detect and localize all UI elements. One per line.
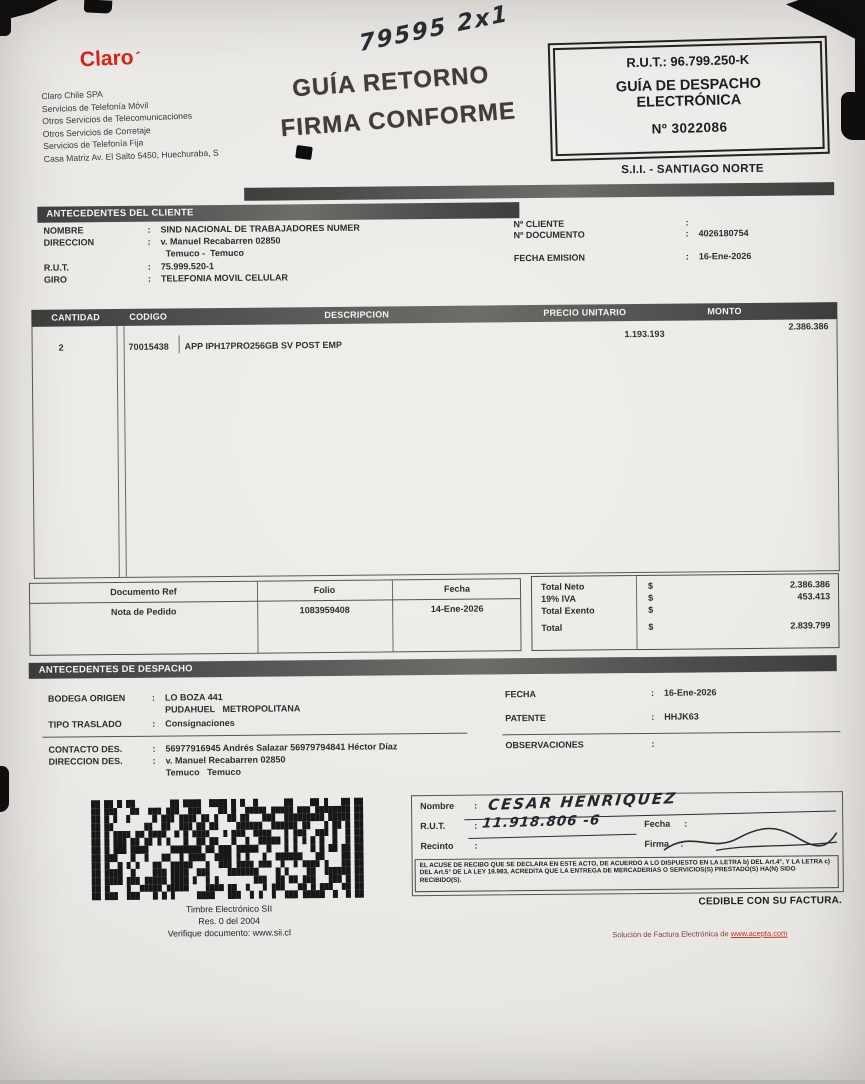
handwritten-nombre: CESAR HENRIQUEZ	[487, 789, 678, 814]
receipt-box	[411, 791, 844, 896]
colon: :	[474, 820, 478, 831]
field-direccion-destino-line2: Temuco Temuco	[165, 766, 241, 778]
sii-office: S.I.I. - SANTIAGO NORTE	[621, 162, 764, 177]
field-direccion-destino: DIRECCION DES. : v. Manuel Recabarren 02850	[48, 754, 286, 767]
divider-line	[502, 731, 840, 735]
field-fecha-emision: FECHA EMISION : 16-Ene-2026	[513, 250, 752, 264]
cedible-note: CEDIBLE CON SU FACTURA.	[698, 895, 843, 908]
supplier-activity-line: Servicios de Telefonía Móvil	[41, 99, 149, 114]
supplier-activity-line: Servicios de Telefonía Fija	[43, 137, 144, 152]
docref-header: Folio	[313, 584, 336, 596]
handwritten-note: 79595 2x1	[357, 0, 511, 58]
col-cantidad: CANTIDAD	[51, 312, 101, 323]
timbre-line: Res. 0 del 2004	[198, 915, 261, 927]
iva-row: 19% IVA $ 453.413	[541, 591, 831, 604]
field-contacto-destino: CONTACTO DES. : 56977916945 Andrés Salazar 56979794841 Héctor Díaz	[48, 741, 398, 755]
receipt-nombre-label: Nombre	[420, 800, 455, 812]
docref-header: Documento Ref	[110, 586, 177, 598]
divider-line	[42, 733, 467, 738]
scan-artifact	[855, 36, 865, 96]
field-observaciones: OBSERVACIONES :	[505, 738, 655, 751]
col-descripcion: DESCRIPCION	[324, 309, 390, 321]
field-direccion: DIRECCION : v. Manuel Recabarren 02850	[43, 235, 281, 248]
client-section-header: ANTECEDENTES DEL CLIENTE	[37, 202, 519, 223]
field-direccion-line2: Temuco - Temuco	[165, 247, 244, 259]
document-type-line2: ELECTRÓNICA	[636, 92, 742, 111]
field-numero-cliente: Nº CLIENTE :	[513, 217, 689, 230]
dispatch-section-header: ANTECEDENTES DE DESPACHO	[29, 655, 837, 679]
claro-logo-accent: ´	[131, 48, 142, 69]
totals-box	[531, 573, 840, 651]
supplier-name: Claro Chile SPA	[41, 88, 103, 102]
footer-text: Solución de Factura Electrónica de	[612, 929, 731, 940]
document-type-line1: GUÍA DE DESPACHO	[615, 75, 762, 96]
colon: :	[680, 838, 684, 849]
timbre-electronico	[109, 902, 349, 940]
footer-provider	[612, 929, 787, 940]
document-number: Nº 3022086	[651, 119, 728, 137]
field-bodega-line2: PUDAHUEL METROPOLITANA	[165, 703, 301, 715]
claro-logo	[79, 46, 142, 73]
field-patente: PATENTE : HHJK63	[505, 711, 699, 724]
scan-artifact	[841, 92, 865, 140]
doc-ref-table	[29, 578, 522, 656]
supplier-address-line: Casa Matriz Av. El Salto 5450, Huechuraba, S	[43, 147, 219, 165]
field-rut: R.U.T. : 75.999.520-1	[43, 261, 214, 273]
field-giro: GIRO : TELEFONIA MOVIL CELULAR	[43, 272, 289, 285]
divider-bar	[244, 182, 834, 201]
item-codigo: 70015438	[128, 341, 169, 352]
field-fecha: FECHA : 16-Ene-2026	[504, 687, 717, 700]
scan-artifact	[84, 0, 113, 14]
scan-artifact	[0, 766, 9, 812]
col-monto: MONTO	[707, 306, 742, 317]
cell-divider	[179, 335, 180, 353]
docref-value: Nota de Pedido	[110, 606, 177, 618]
column-divider	[116, 326, 119, 577]
receipt-recinto-label: Recinto	[420, 840, 454, 852]
document-id-box	[548, 36, 830, 162]
docref-value: 14-Ene-2026	[430, 603, 484, 615]
handwritten-rut: 11.918.806 -6	[481, 812, 602, 832]
stamp-guia-retorno: GUÍA RETORNO	[291, 61, 491, 103]
issuer-rut: R.U.T.: 96.799.250-K	[626, 51, 750, 71]
sii-barcode	[91, 798, 364, 901]
item-cantidad: 2	[58, 342, 64, 353]
total-neto-row: Total Neto $ 2.386.386	[540, 579, 831, 592]
docref-header: Fecha	[443, 583, 471, 594]
colon: :	[474, 800, 478, 811]
scan-artifact	[295, 145, 313, 160]
total-row: Total $ 2.839.799	[541, 620, 831, 633]
col-codigo: CODIGO	[129, 311, 168, 322]
scan-artifact	[0, 0, 11, 36]
colon: :	[684, 818, 688, 829]
docref-value: 1083959408	[299, 604, 350, 616]
field-bodega-origen: BODEGA ORIGEN : LO BOZA 441	[47, 692, 223, 704]
timbre-line: Timbre Electrónico SII	[185, 903, 273, 915]
item-descripcion: APP IPH17PRO256GB SV POST EMP	[184, 339, 343, 352]
signature	[658, 824, 840, 856]
pen-line	[468, 834, 636, 840]
items-table-body	[31, 319, 839, 579]
claro-logo-text: Claro	[79, 46, 135, 72]
supplier-activity-line: Otros Servicios de Telecomunicaciones	[42, 110, 193, 127]
total-exento-row: Total Exento $	[541, 604, 654, 616]
receipt-rut-label: R.U.T.	[420, 820, 446, 832]
legal-text: EL ACUSE DE RECIBO QUE SE DECLARA EN ESTE ACTO, DE ACUERDO A LO DISPUESTO EN LA LETRA b) DEL Art.4°, Y LA LETRA c) DEL Art.5° DE LA LEY 19.983, ACREDITA QUE LA ENTREGA DE MERCADERIAS O SERVICIOS(S) PRESTADO(S) HA(N) SIDO RECIBIDO(S).	[415, 855, 839, 892]
timbre-line: Verifique documento: www.sii.cl	[167, 927, 291, 939]
item-monto: 2.386.386	[788, 321, 829, 332]
receipt-firma-label: Firma	[644, 838, 670, 849]
column-divider	[123, 326, 126, 577]
item-precio-unitario: 1.193.193	[624, 328, 665, 340]
acepta-link: www.acepta.com	[730, 928, 788, 939]
stamp-firma-conforme: FIRMA CONFORME	[279, 97, 517, 143]
column-divider	[636, 576, 638, 649]
field-nombre: NOMBRE : SIND NACIONAL DE TRABAJADORES NUMER	[43, 222, 360, 236]
field-tipo-traslado: TIPO TRASLADO : Consignaciones	[48, 717, 235, 730]
supplier-info	[41, 84, 219, 166]
supplier-activity-line: Otros Servicios de Corretaje	[42, 124, 151, 139]
field-numero-documento: Nº DOCUMENTO : 4026180754	[513, 227, 749, 241]
receipt-fecha-label: Fecha	[644, 818, 671, 829]
col-precio-unitario: PRECIO UNITARIO	[543, 307, 627, 318]
colon: :	[474, 840, 478, 851]
